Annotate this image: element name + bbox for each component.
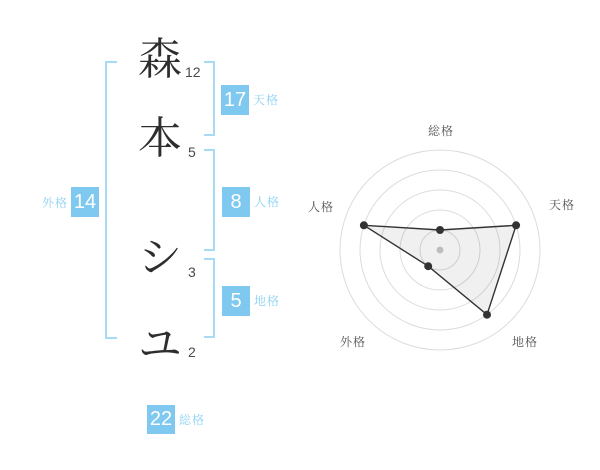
tenkaku-value-badge: 17 xyxy=(221,85,249,115)
chikaku-label: 地格 xyxy=(254,294,281,308)
tenkaku-bracket xyxy=(204,61,215,136)
radar-axis-label: 天格 xyxy=(548,198,576,212)
gaikaku-bracket xyxy=(105,61,117,339)
name-char-4-stroke-count: 2 xyxy=(188,344,196,360)
chikaku-value-badge: 5 xyxy=(222,286,250,316)
radar-axis-label: 人格 xyxy=(307,200,335,214)
jinkaku-value-badge: 8 xyxy=(222,187,250,217)
gaikaku-label: 外格 xyxy=(42,196,69,210)
name-char-2-stroke-count: 5 xyxy=(188,144,196,160)
radar-data-point xyxy=(512,221,520,229)
chikaku-bracket xyxy=(204,258,215,338)
name-char-1: 森 xyxy=(138,35,182,84)
jinkaku-bracket xyxy=(204,149,215,251)
tenkaku-label: 天格 xyxy=(253,93,280,107)
radar-data-point xyxy=(424,262,432,270)
soukaku-value-badge: 22 xyxy=(147,405,175,434)
name-char-4: ユ xyxy=(138,320,182,369)
name-char-3: シ xyxy=(138,233,182,282)
soukaku-label: 総格 xyxy=(179,413,206,427)
gaikaku-value-badge: 14 xyxy=(71,187,99,217)
radar-data-point xyxy=(436,226,444,234)
radar-axis-label: 地格 xyxy=(511,335,539,349)
name-char-3-stroke-count: 3 xyxy=(188,264,196,280)
radar-axis-label: 外格 xyxy=(339,335,367,349)
name-char-1-stroke-count: 12 xyxy=(185,64,201,80)
radar-data-point xyxy=(483,311,491,319)
radar-data-point xyxy=(360,221,368,229)
radar-axis-label: 総格 xyxy=(427,124,455,138)
jinkaku-label: 人格 xyxy=(254,195,281,209)
name-char-2: 本 xyxy=(138,114,182,163)
radar-chart xyxy=(300,110,600,370)
radar-data-polygon xyxy=(364,225,516,314)
